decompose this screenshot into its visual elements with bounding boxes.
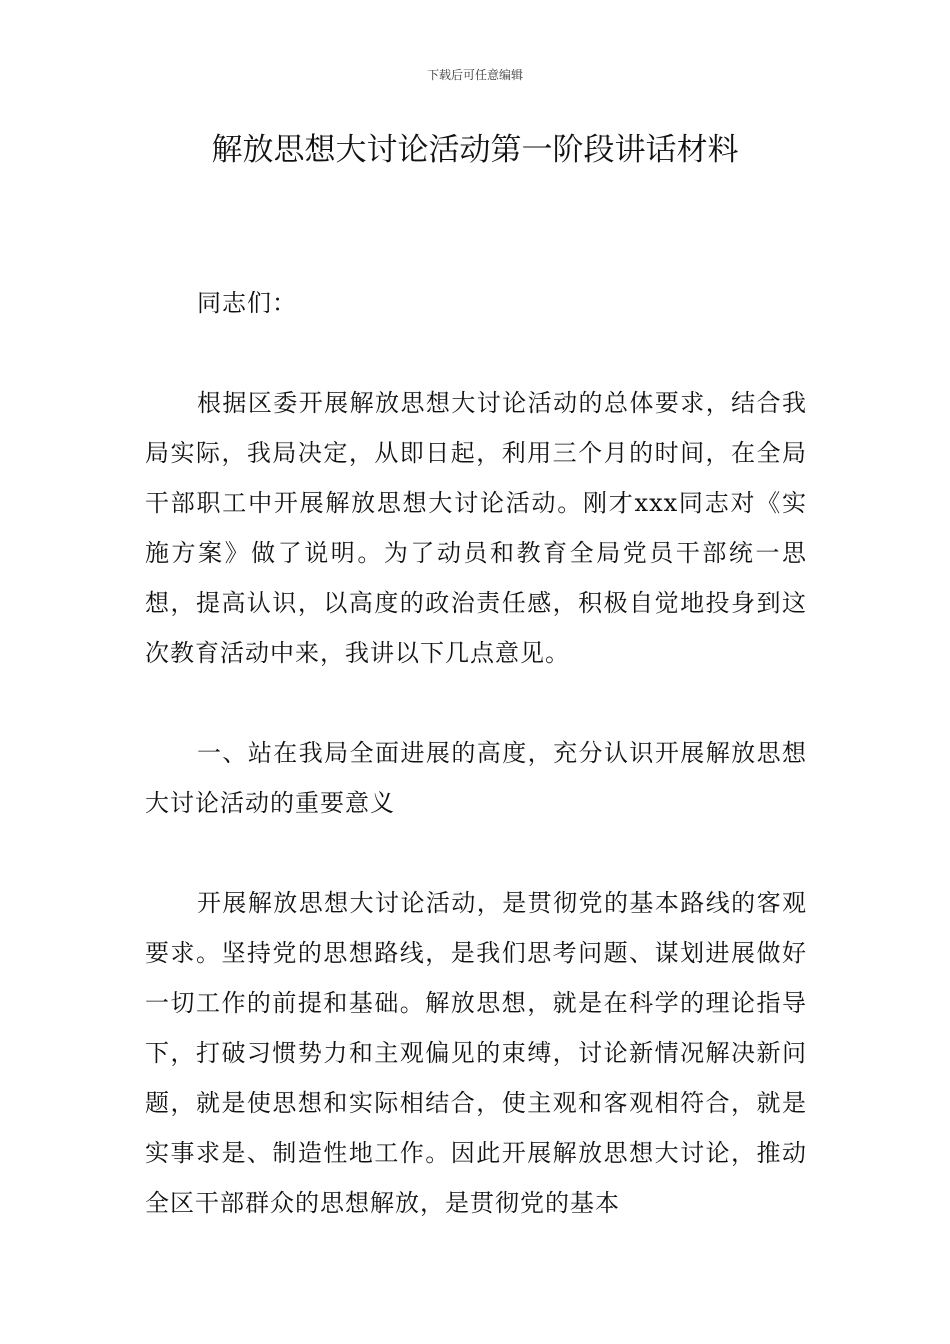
greeting: 同志们： [197, 289, 297, 317]
document-body [145, 278, 807, 1228]
paragraph-section-1: 开展解放思想大讨论活动，是贯彻党的基本路线的客观要求。坚持党的思想路线，是我们思考问题、谋划进展做好一切工作的前提和基础。解放思想，就是在科学的理论指导下，打破习惯势力和主观偏见的束缚，讨论新情况解决新问题，就是使思想和实际相结合，使主观和客观相符合，就是实事求是、制造性地工作。因此开展解放思想大讨论，推动全区干部群众的思想解放，是贯彻党的基本 [145, 889, 807, 1217]
paragraph-intro: 根据区委开展解放思想大讨论活动的总体要求，结合我局实际，我局决定，从即日起，利用三个月的时间，在全局干部职工中开展解放思想大讨论活动。刚才xxx同志对《实施方案》做了说明。为了动员和教育全局党员干部统一思想，提高认识，以高度的政治责任感，积极自觉地投身到这次教育活动中来，我讲以下几点意见。 [145, 389, 807, 667]
section-heading-1: 一、站在我局全面进展的高度，充分认识开展解放思想大讨论活动的重要意义 [145, 739, 807, 817]
document-title: 解放思想大讨论活动第一阶段讲话材料 [211, 132, 739, 168]
header-note: 下载后可任意编辑 [426, 68, 523, 82]
